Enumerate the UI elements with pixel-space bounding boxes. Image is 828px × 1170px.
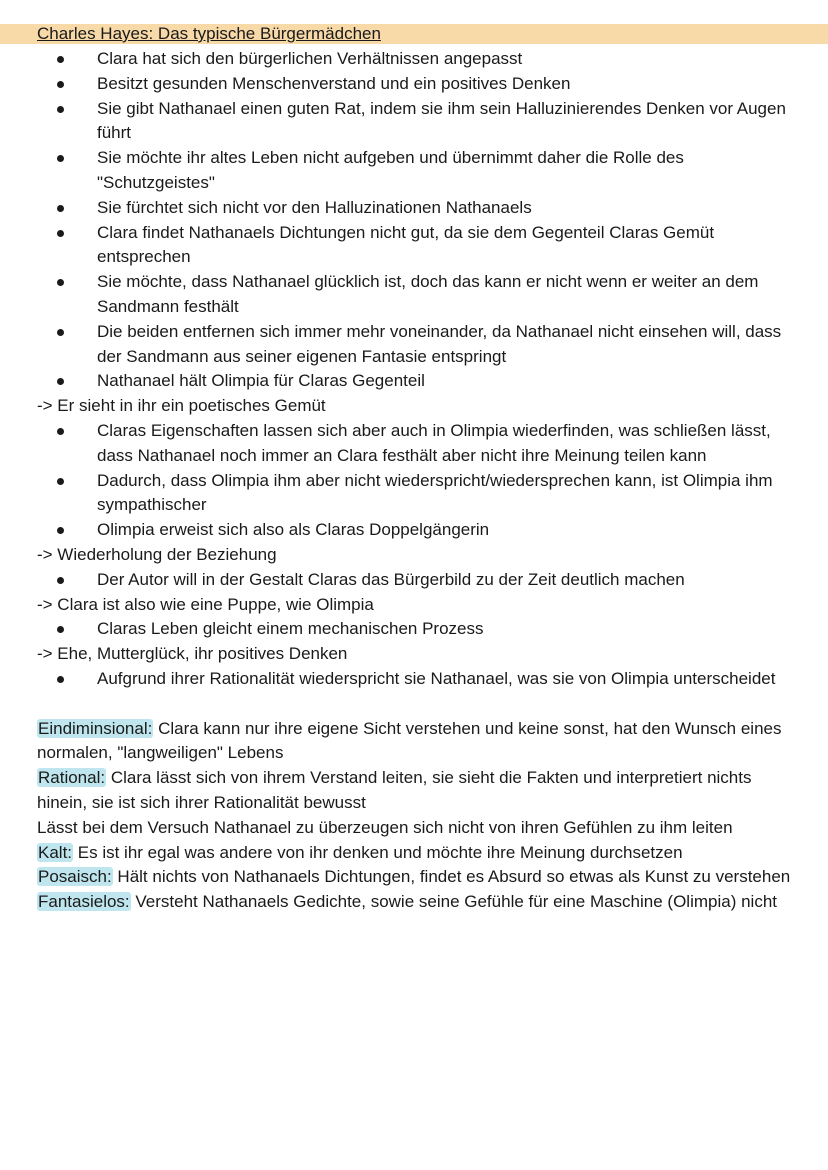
definition-text: Lässt bei dem Versuch Nathanael zu überzeugen sich nicht von ihren Gefühlen zu ihm leiten: [37, 817, 733, 837]
list-item-text: Die beiden entfernen sich immer mehr voneinander, da Nathanael nicht einsehen will, dass der Sandmann aus seiner eigenen Fantasie entspringt: [97, 321, 782, 366]
list-item: [37, 617, 797, 642]
definition-paragraph: [37, 865, 797, 890]
definition-paragraph: [37, 816, 797, 841]
bullet-list: [37, 617, 797, 642]
list-item-text: Olimpia erweist sich also als Claras Doppelgängerin: [97, 520, 490, 540]
list-item: [37, 146, 797, 196]
list-item: [37, 196, 797, 221]
definition-text: Es ist ihr egal was andere von ihr denken und möchte ihre Meinung durchsetzen: [73, 842, 683, 862]
list-item-text: Clara hat sich den bürgerlichen Verhältnissen angepasst: [97, 49, 523, 68]
list-item: [37, 97, 797, 147]
bullet-list: [37, 419, 797, 543]
bullet-dot-icon: [57, 577, 64, 584]
list-item-text: Aufgrund ihrer Rationalität wiederspricht sie Nathanael, was sie von Olimpia unterscheidet: [97, 668, 776, 688]
bullet-dot-icon: [57, 527, 64, 534]
list-item-text: Claras Leben gleicht einem mechanischen Prozess: [97, 619, 484, 639]
section-gap: [37, 692, 797, 717]
list-item: [37, 469, 797, 519]
list-item-text: Besitzt gesunden Menschenverstand und ein positives Denken: [97, 73, 571, 93]
definition-term: Kalt:: [38, 842, 73, 862]
list-item-text: Sie fürchtet sich nicht vor den Halluzinationen Nathanaels: [97, 197, 532, 217]
list-item: [37, 518, 797, 543]
bullet-dot-icon: [57, 478, 64, 485]
list-item-text: Dadurch, dass Olimpia ihm aber nicht wiederspricht/wiedersprechen kann, ist Olimpia ihm sympathischer: [97, 470, 773, 515]
list-item: [37, 419, 797, 469]
definition-term: Posaisch:: [38, 867, 112, 887]
bullet-dot-icon: [57, 205, 64, 212]
list-item: [37, 320, 797, 370]
list-item: [37, 270, 797, 320]
bullet-list: [37, 667, 797, 692]
definition-text: Clara lässt sich von ihrem Verstand leiten, sie sieht die Fakten und interpretiert nichts hinein, sie ist sich ihrer Rationalität bewusst: [37, 768, 752, 812]
definition-paragraph: [37, 717, 797, 767]
list-item-text: Sie möchte, dass Nathanael glücklich ist, doch das kann er nicht wenn er weiter an dem Sandmann festhält: [97, 272, 759, 316]
bullet-dot-icon: [57, 279, 64, 286]
bullet-dot-icon: [57, 329, 64, 336]
bullet-dot-icon: [57, 428, 64, 435]
definition-text: Versteht Nathanaels Gedichte, sowie seine Gefühle für eine Maschine (Olimpia) nicht: [130, 892, 778, 912]
list-item-text: Nathanael hält Olimpia für Claras Gegenteil: [97, 371, 425, 391]
definition-text: Hält nichts von Nathanaels Dichtungen, findet es Absurd so etwas als Kunst zu verstehen: [112, 867, 791, 887]
definition-paragraph: [37, 890, 797, 915]
arrow-note: -> Wiederholung der Beziehung: [37, 544, 277, 564]
arrow-note: -> Ehe, Mutterglück, ihr positives Denken: [37, 644, 348, 664]
list-item-text: Sie möchte ihr altes Leben nicht aufgeben und übernimmt daher die Rolle des "Schutzgeistes": [97, 148, 684, 192]
definition-term: Fantasielos:: [38, 892, 130, 912]
list-item: [37, 667, 797, 692]
list-item: [37, 369, 797, 394]
list-item-text: Clara findet Nathanaels Dichtungen nicht gut, da sie dem Gegenteil Claras Gemüt entsprechen: [97, 222, 715, 267]
bullet-dot-icon: [57, 155, 64, 162]
definition-text: Clara kann nur ihre eigene Sicht verstehen und keine sonst, hat den Wunsch eines normalen, "langweiligen" Lebens: [37, 718, 782, 763]
document-body: [37, 47, 797, 915]
bullet-dot-icon: [57, 626, 64, 633]
bullet-dot-icon: [57, 676, 64, 683]
list-item-text: Der Autor will in der Gestalt Claras das Bürgerbild zu der Zeit deutlich machen: [97, 569, 685, 589]
list-item: [37, 568, 797, 593]
bullet-dot-icon: [57, 230, 64, 237]
definition-term: Rational:: [38, 768, 106, 788]
definition-paragraph: [37, 766, 797, 816]
bullet-list: [37, 568, 797, 593]
arrow-note: -> Clara ist also wie eine Puppe, wie Olimpia: [37, 594, 374, 614]
bullet-list: [37, 47, 797, 394]
bullet-dot-icon: [57, 56, 64, 63]
document-title: Charles Hayes: Das typische Bürgermädchen: [37, 24, 381, 43]
list-item: [37, 72, 797, 97]
bullet-dot-icon: [57, 378, 64, 385]
list-item: [37, 47, 797, 72]
bullet-dot-icon: [57, 81, 64, 88]
list-item-text: Sie gibt Nathanael einen guten Rat, indem sie ihm sein Halluzinierendes Denken vor Augen führt: [97, 98, 786, 143]
definition-term: Eindiminsional:: [38, 718, 153, 738]
arrow-note: -> Er sieht in ihr ein poetisches Gemüt: [37, 396, 326, 416]
definition-paragraph: [37, 841, 797, 866]
bullet-dot-icon: [57, 106, 64, 113]
list-item-text: Claras Eigenschaften lassen sich aber auch in Olimpia wiederfinden, was schließen lässt, dass Nathanael noch immer an Clara festhält aber nicht ihre Meinung teilen kann: [97, 420, 771, 465]
list-item: [37, 221, 797, 271]
